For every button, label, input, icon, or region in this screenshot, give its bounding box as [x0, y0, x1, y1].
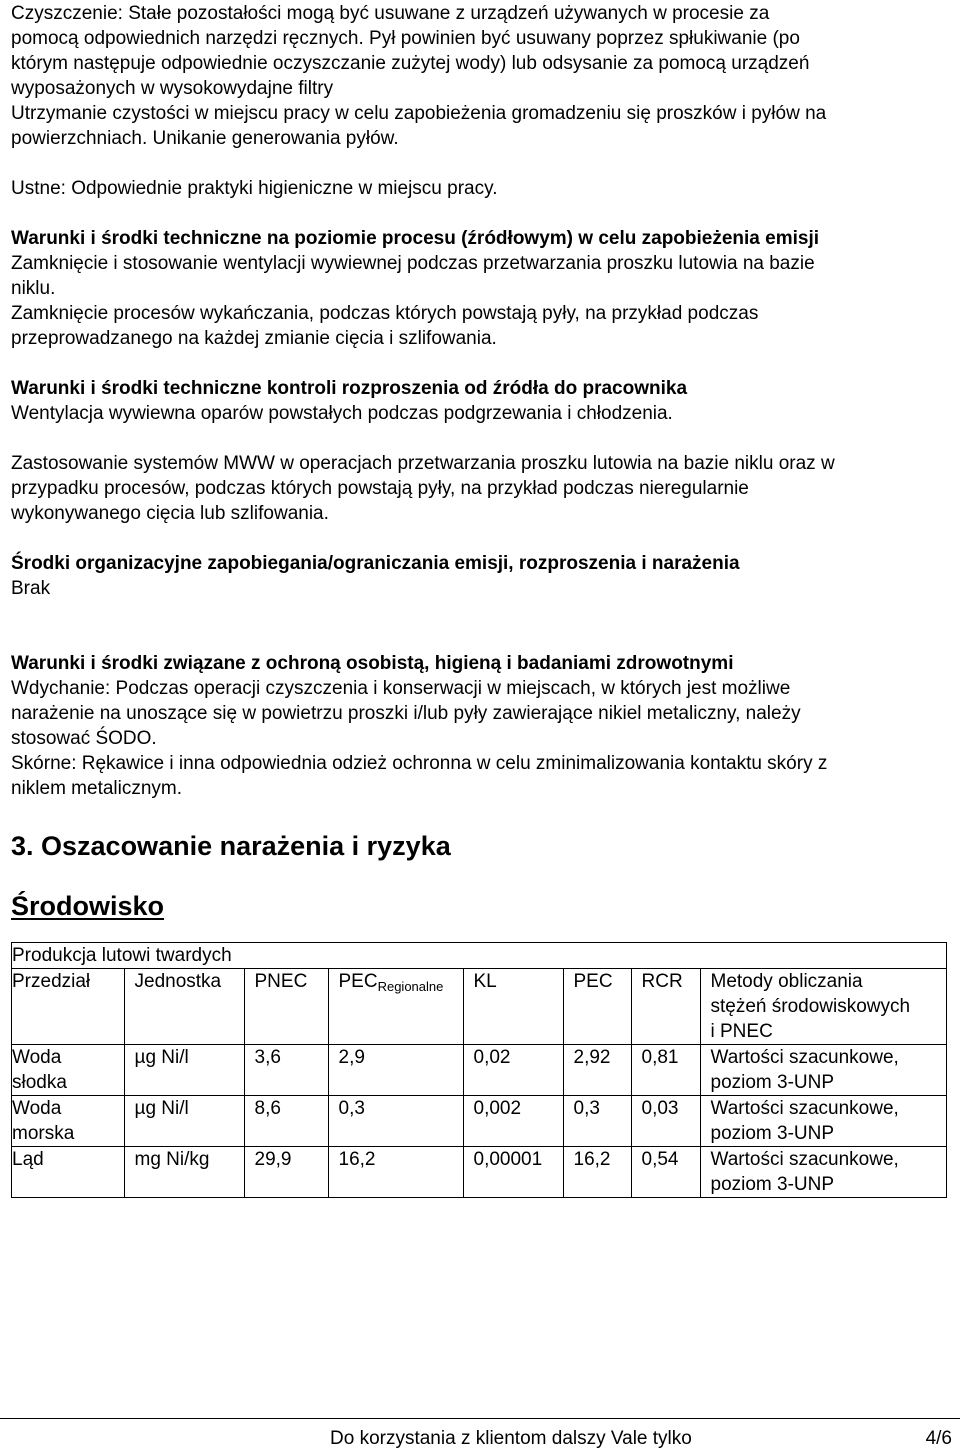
section-heading: Warunki i środki techniczne na poziomie procesu (źródłowym) w celu zapobieżenia emisji — [11, 228, 820, 249]
paragraph-line: Zamknięcie i stosowanie wentylacji wywiewnej podczas przetwarzania proszku lutowia na bazie — [11, 253, 815, 274]
paragraph-line: Zamknięcie procesów wykańczania, podczas których powstają pyły, na przykład podczas — [11, 303, 759, 324]
header-przedzial: Przedział — [12, 969, 124, 1045]
process-level-measures-section — [11, 226, 951, 351]
header-rcr: RCR — [631, 969, 700, 1045]
paragraph-line: powierzchniach. Unikanie generowania pyłów. — [11, 128, 399, 149]
header-pec-regionalne: $PEC_{Regionalne}$ — [328, 969, 463, 1045]
paragraph-line: Skórne: Rękawice i inna odpowiednia odzież ochronna w celu zminimalizowania kontaktu skóry z — [11, 753, 828, 774]
paragraph-line: Czyszczenie: Stałe pozostałości mogą być usuwane z urządzeń używanych w procesie za — [11, 3, 770, 24]
exposure-table — [11, 942, 947, 1198]
paragraph-line: narażenie na unoszące się w powietrzu proszki i/lub pyły zawierające nikiel metaliczny, należy — [11, 703, 801, 724]
table-title: Produkcja lutowi twardych — [12, 945, 232, 966]
table-row: Woda morska µg Ni/l 8,6 0,3 0,002 0,3 0,03 Wartości szacunkowe, poziom 3-UNP — [12, 1096, 946, 1147]
header-pnec: PNEC — [244, 969, 328, 1045]
table-header-row — [12, 969, 946, 1045]
organizational-measures-section — [11, 551, 951, 601]
page-footer — [0, 1418, 960, 1449]
paragraph-line: którym następuje odpowiednie oczyszczanie zużytej wody) lub odsysanie za pomocą urządzeń — [11, 53, 810, 74]
cleaning-section — [11, 1, 951, 201]
paragraph-line: stosować ŚODO. — [11, 728, 157, 749]
section-heading: Warunki i środki techniczne kontroli rozproszenia od źródła do pracownika — [11, 378, 688, 399]
header-jednostka: Jednostka — [124, 969, 244, 1045]
section-3-title: 3. Oszacowanie narażenia i ryzyka — [11, 831, 451, 861]
footer-text: Do korzystania z klientom dalszy Vale tylko — [330, 1428, 692, 1449]
header-kl: KL — [463, 969, 563, 1045]
paragraph-line: niklu. — [11, 278, 56, 299]
environment-title: Środowisko — [11, 891, 165, 921]
section-heading: Warunki i środki związane z ochroną osobistą, higieną i badaniami zdrowotnymi — [11, 653, 734, 674]
table-row: Ląd mg Ni/kg 29,9 16,2 0,00001 16,2 0,54 Wartości szacunkowe, poziom 3-UNP — [12, 1147, 946, 1198]
paragraph-line: Zastosowanie systemów MWW w operacjach przetwarzania proszku lutowia na bazie niklu oraz w — [11, 453, 835, 474]
paragraph-line: Wdychanie: Podczas operacji czyszczenia i konserwacji w miejscach, w których jest możliwe — [11, 678, 791, 699]
table-row: Woda słodka µg Ni/l 3,6 2,9 0,02 2,92 0,81 Wartości szacunkowe, poziom 3-UNP — [12, 1045, 946, 1096]
paragraph-line: niklem metalicznym. — [11, 778, 183, 799]
paragraph-line: wyposażonych w wysokowydajne filtry — [11, 78, 334, 99]
paragraph-line: Wentylacja wywiewna oparów powstałych podczas podgrzewania i chłodzenia. — [11, 403, 673, 424]
exposure-table-inner — [12, 943, 946, 1197]
paragraph-line: przeprowadzanego na każdej zmianie cięcia i szlifowania. — [11, 328, 497, 349]
page-number: 4/6 — [925, 1428, 952, 1449]
paragraph-line: Utrzymanie czystości w miejscu pracy w celu zapobieżenia gromadzeniu się proszków i pyłów na — [11, 103, 827, 124]
document-page — [11, 0, 951, 1198]
oral-exposure-line: Ustne: Odpowiednie praktyki higieniczne w miejscu pracy. — [11, 178, 498, 199]
mww-systems-section — [11, 451, 951, 526]
personal-protection-section — [11, 651, 951, 801]
paragraph-line: wykonywanego cięcia lub szlifowania. — [11, 503, 329, 524]
paragraph-line: Brak — [11, 578, 51, 599]
header-metody: Metody obliczania stężeń środowiskowych i PNEC — [700, 969, 946, 1045]
section-heading: Środki organizacyjne zapobiegania/ograniczania emisji, rozproszenia i narażenia — [11, 553, 740, 574]
dispersion-control-section — [11, 376, 951, 426]
paragraph-line: przypadku procesów, podczas których powstają pyły, na przykład podczas nieregularnie — [11, 478, 749, 499]
paragraph-line: pomocą odpowiednich narzędzi ręcznych. Pył powinien być usuwany poprzez spłukiwanie (po — [11, 28, 800, 49]
header-pec: PEC — [563, 969, 631, 1045]
